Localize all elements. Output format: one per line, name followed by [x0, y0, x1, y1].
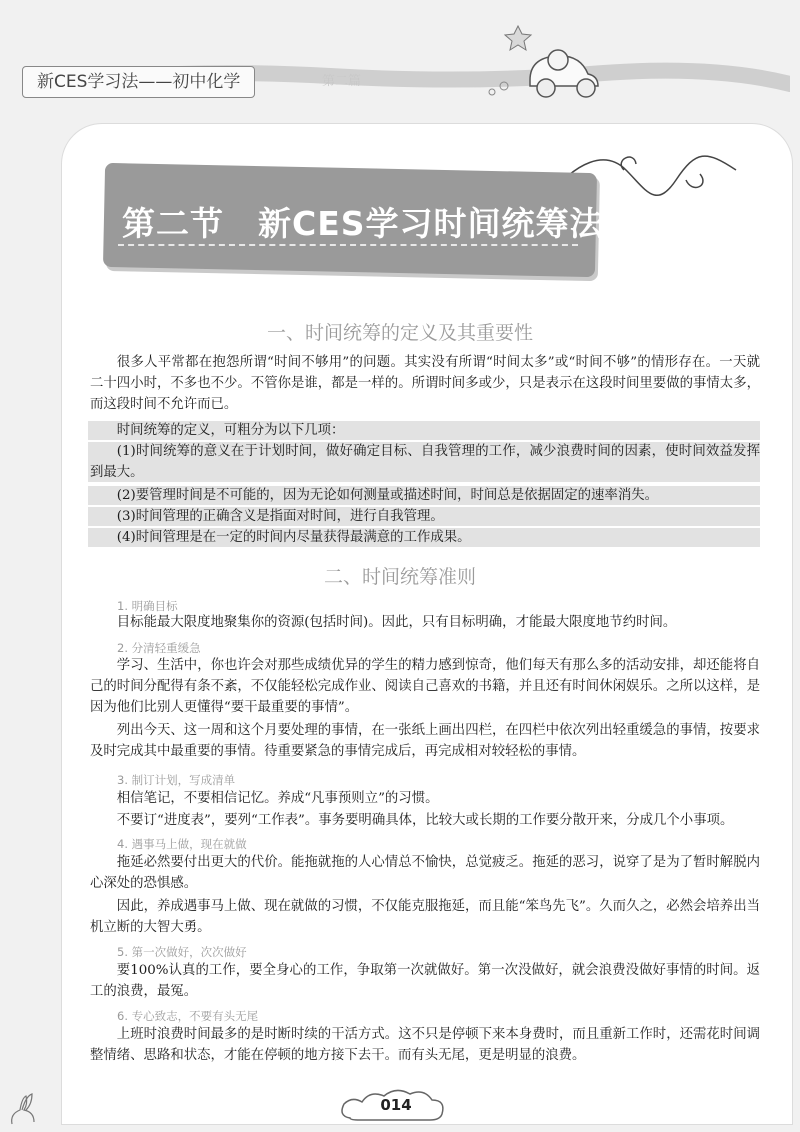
section-heading-1: 一、时间统筹的定义及其重要性	[266, 322, 533, 344]
definition-lead: 时间统筹的定义，可粗分为以下几项：	[116, 423, 345, 438]
principle-paragraph: 不要订“进度表”，要列“工作表”。事务要明确具体，比较大或长期的工作要分散开来，分成几个小事项。	[116, 813, 734, 828]
principle-paragraph: 学习、生活中，你也许会对那些成绩优异的学生的精力感到惊奇，他们每天有那么多的活动安排，却还能将自己的时间分配得有条不紊，不仅能轻松完成作业、阅读自己喜欢的书籍，并且还有时间休闲娱乐。之所以这样，是因为他们比别人更懂得“要干最重要的事情”。	[90, 658, 760, 715]
definition-item: (4)时间管理是在一定的时间内尽量获得最满意的工作成果。	[116, 530, 471, 545]
definition-item: (1)时间统筹的意义在于计划时间，做好确定目标、自我管理的工作，减少浪费时间的因素，使时间效益发挥到最大。	[90, 444, 760, 480]
principle-title: 2. 分清轻重缓急	[117, 641, 201, 655]
principle-paragraph: 上班时浪费时间最多的是时断时续的干活方式。这不只是停顿下来本身费时，而且重新工作时，还需花时间调整情绪、思路和状态，才能在停顿的地方接下去干。而有头无尾，更是明显的浪费。	[90, 1027, 760, 1063]
series-title: 新CES学习法——初中化学	[22, 66, 255, 98]
definition-item: (2)要管理时间是不可能的，因为无论如何测量或描述时间，时间总是依据固定的速率消失。	[116, 488, 658, 503]
principle-paragraph: 因此，养成遇事马上做、现在就做的习惯，不仅能克服拖延，而且能“笨鸟先飞”。久而久之，必然会培养出当机立断的大智大勇。	[90, 899, 760, 935]
principle-paragraph: 要100%认真的工作，要全身心的工作，争取第一次就做好。第一次没做好，就会浪费没做好事情的时间。返工的浪费，最冤。	[90, 963, 760, 999]
principle-title: 5. 第一次做好，次次做好	[117, 945, 247, 959]
title-divider	[118, 244, 578, 246]
principle-paragraph: 列出今天、这一周和这个月要处理的事情，在一张纸上画出四栏，在四栏中依次列出轻重缓急的事情，按要求及时完成其中最重要的事情。待重要紧急的事情完成后，再完成相对较轻松的事情。	[90, 723, 760, 759]
rabbit-doodle-icon	[4, 1088, 44, 1128]
page-number: 014	[380, 1096, 412, 1114]
principle-paragraph: 拖延必然要付出更大的代价。能拖就拖的人心情总不愉快，总觉疲乏。拖延的恶习，说穿了是为了暂时解脱内心深处的恐惧感。	[90, 855, 760, 891]
car-mascot-illustration	[470, 20, 610, 110]
section-heading-2: 二、时间统筹准则	[323, 566, 476, 588]
intro-paragraph: 很多人平常都在抱怨所谓“时间不够用”的问题。其实没有所谓“时间太多”或“时间不够”的情形存在。一天就二十四小时，不多也不少。不管你是谁，都是一样的。所谓时间多或少，只是表示在这段时间里要做的事情太多，而这段时间不允许而已。	[90, 355, 760, 412]
section-title: 第二节 新CES学习时间统筹法	[122, 204, 604, 243]
principle-title: 4. 遇事马上做，现在就做	[117, 837, 247, 851]
principle-paragraph: 目标能最大限度地聚集你的资源(包括时间)。因此，只有目标明确，才能最大限度地节约时间。	[116, 615, 677, 630]
principle-paragraph: 相信笔记，不要相信记忆。养成“凡事预则立”的习惯。	[116, 791, 439, 806]
principle-title: 1. 明确目标	[117, 599, 178, 613]
principle-title: 6. 专心致志，不要有头无尾	[117, 1009, 259, 1023]
definition-item: (3)时间管理的正确含义是指面对时间，进行自我管理。	[116, 509, 444, 524]
header-ghost-text: 第二篇	[322, 74, 362, 89]
principle-title: 3. 制订计划，写成清单	[117, 773, 236, 787]
